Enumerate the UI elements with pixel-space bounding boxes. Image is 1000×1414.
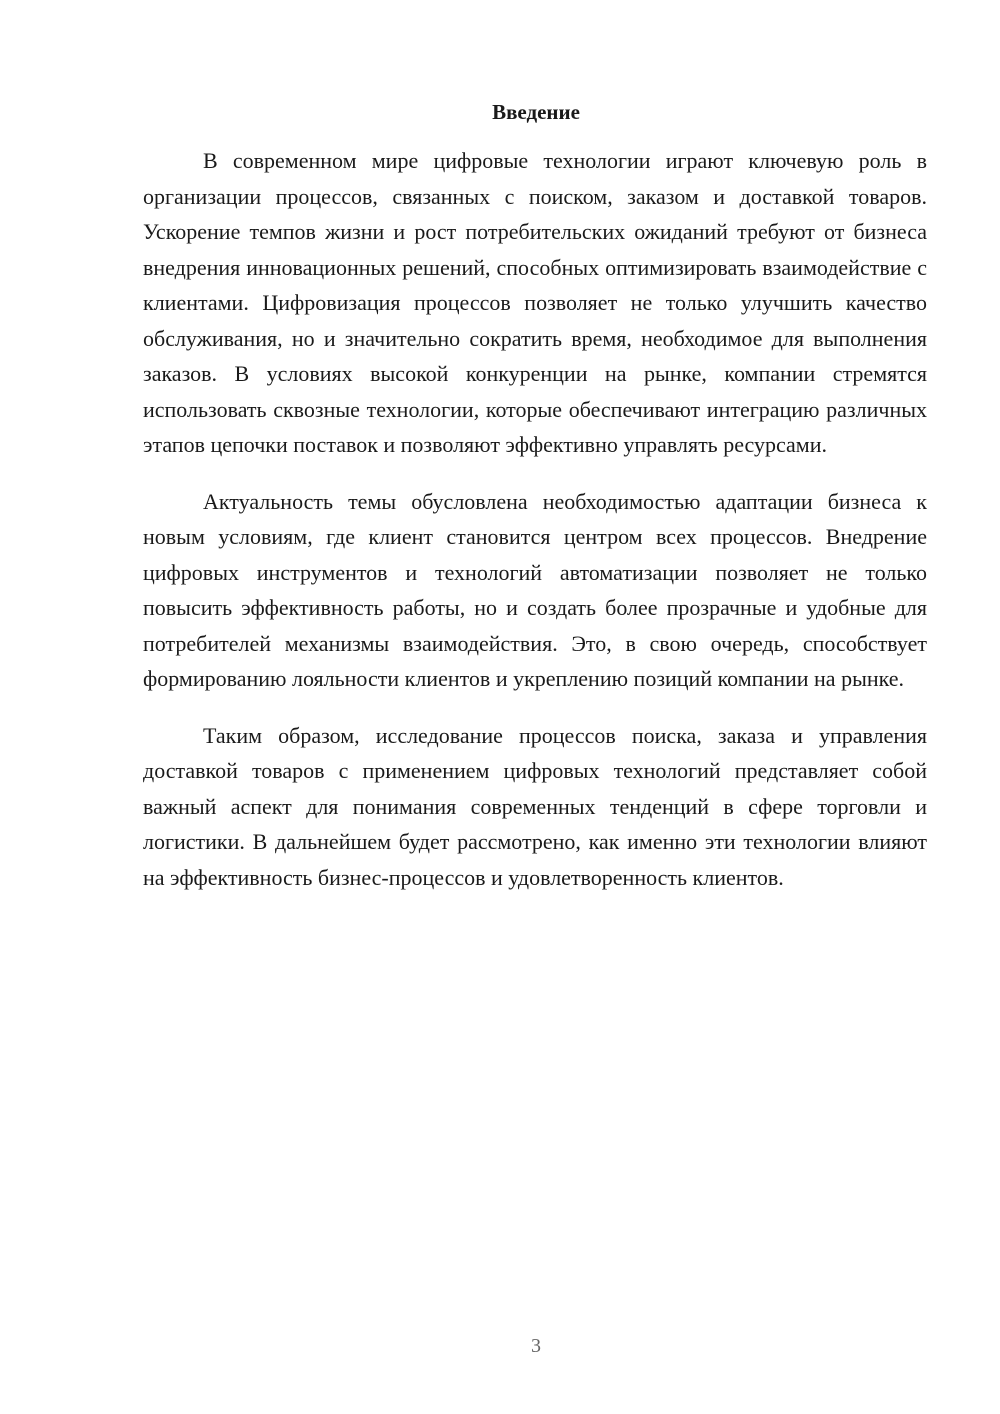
paragraph-relevance: Актуальность темы обусловлена необходимостью адаптации бизнеса к новым условиям, где клиент становится центром всех процессов. Внедрение цифровых инструментов и технологий автоматизации позволяет не только повысить эффективность работы, но и создать более прозрачные и удобные для потребителей механизмы взаимодействия. Это, в свою очередь, способствует формированию лояльности клиентов и укреплению позиций компании на рынке. bbox=[143, 488, 927, 691]
section-title: Введение bbox=[492, 100, 580, 124]
body-text bbox=[143, 143, 927, 916]
paragraph-intro: В современном мире цифровые технологии играют ключевую роль в организации процессов, связанных с поиском, заказом и доставкой товаров. Ускорение темпов жизни и рост потребительских ожиданий требуют от бизнеса внедрения инновационных решений, способных оптимизировать взаимодействие с клиентами. Цифровизация процессов позволяет не только улучшить качество обслуживания, но и значительно сократить время, необходимое для выполнения заказов. В условиях высокой конкуренции на рынке, компании стремятся использовать сквозные технологии, которые обеспечивают интеграцию различных этапов цепочки поставок и позволяют эффективно управлять ресурсами. bbox=[143, 148, 927, 457]
page-number: 3 bbox=[531, 1335, 541, 1357]
paragraph-conclusion: Таким образом, исследование процессов поиска, заказа и управления доставкой товаров с применением цифровых технологий представляет собой важный аспект для понимания современных тенденций в сфере торговли и логистики. В дальнейшем будет рассмотрено, как именно эти технологии влияют на эффективность бизнес-процессов и удовлетворенность клиентов. bbox=[143, 722, 927, 890]
